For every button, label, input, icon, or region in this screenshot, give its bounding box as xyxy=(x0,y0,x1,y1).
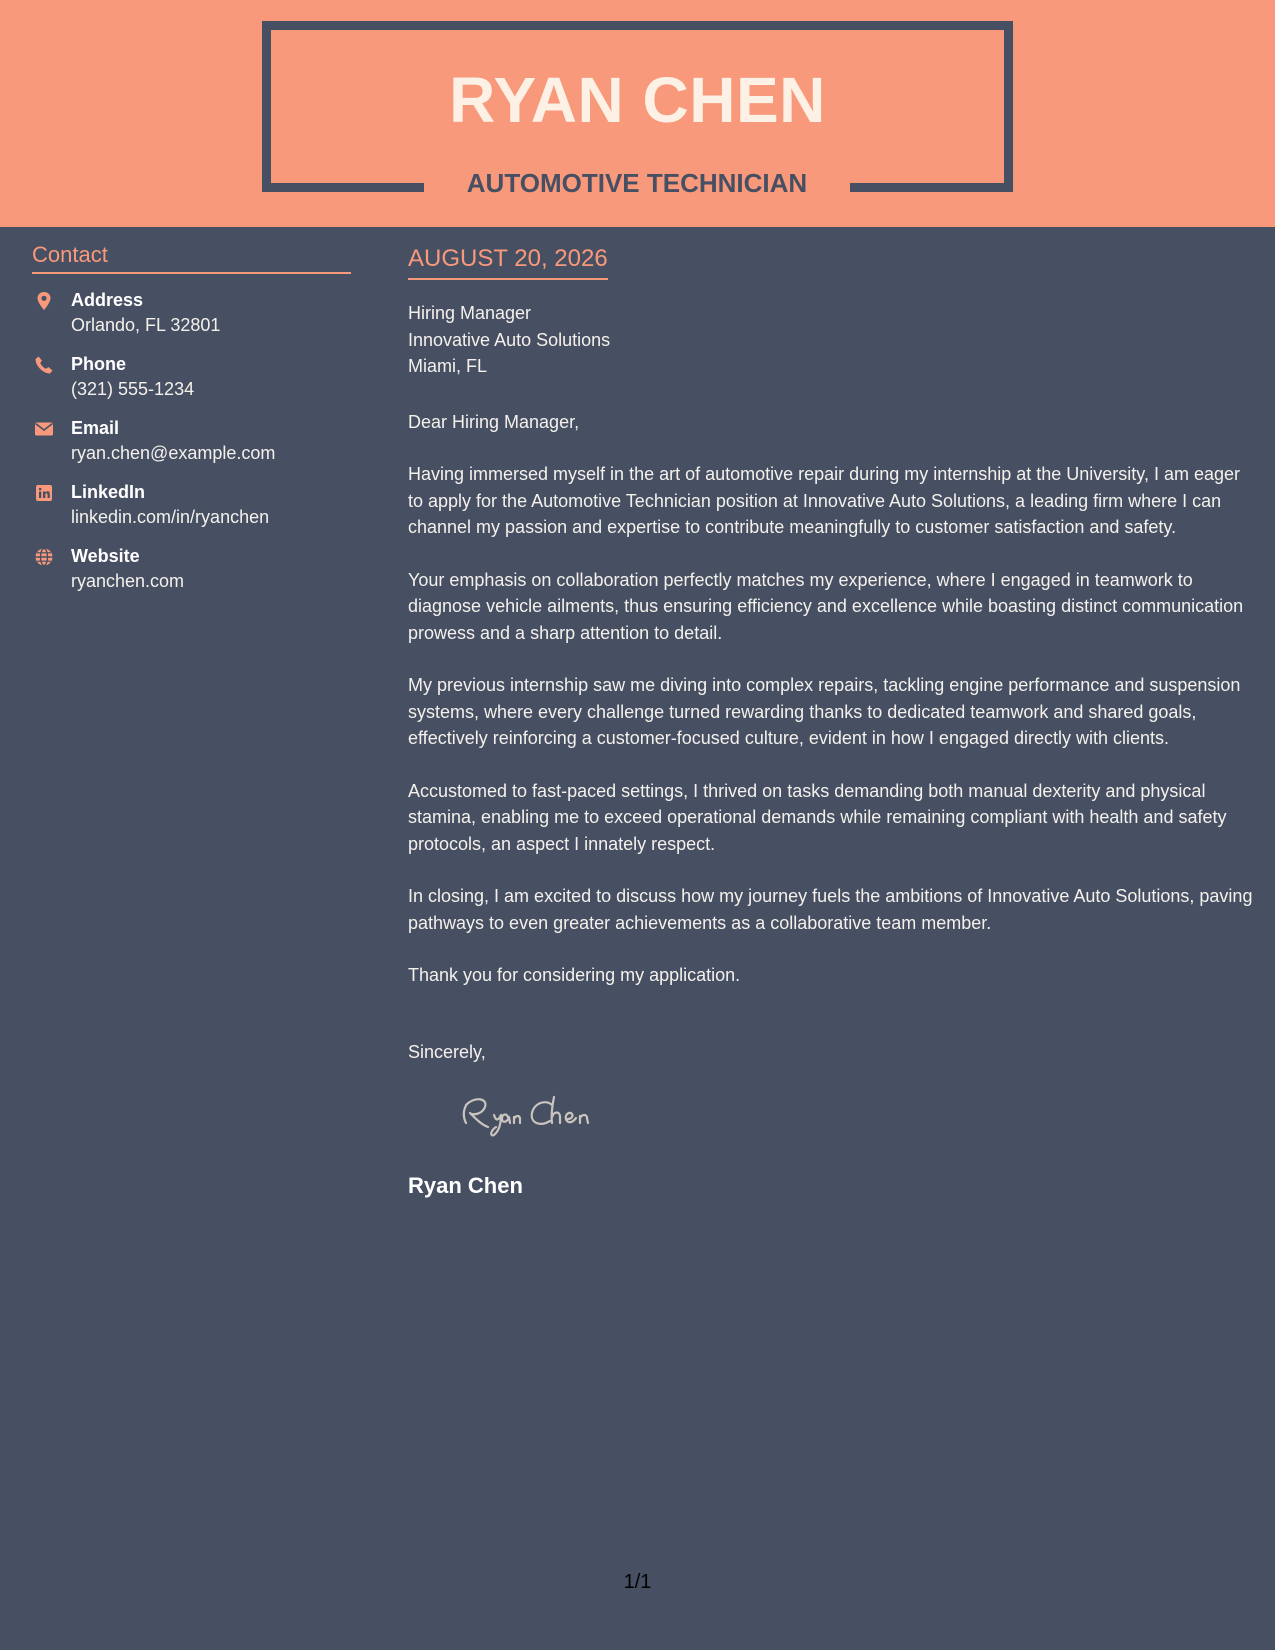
globe-icon xyxy=(34,547,54,567)
paragraph: Accustomed to fast-paced settings, I thrived on tasks demanding both manual dexterity and physical stamina, enabling me to exceed operational demands while remaining compliant with health and safety protocols, an aspect I innately respect. xyxy=(408,780,1227,854)
contact-label: Website xyxy=(71,546,140,566)
paragraph: Having immersed myself in the art of automotive repair during my internship at the University, I am eager to apply for the Automotive Technician position at Innovative Auto Solutions, a leading firm where I can channel my passion and expertise to contribute meaningfully to customer satisfaction and safety. xyxy=(408,464,1241,537)
closing: Sincerely, xyxy=(408,1041,486,1062)
contact-sidebar xyxy=(32,240,351,594)
candidate-name: RYAN CHEN xyxy=(449,64,826,136)
signature-image xyxy=(454,1083,629,1145)
header-band xyxy=(0,0,1275,227)
contact-value[interactable]: linkedin.com/in/ryanchen xyxy=(71,507,270,527)
contact-value: Orlando, FL 32801 xyxy=(71,315,221,335)
contact-address xyxy=(32,288,351,338)
contact-label: LinkedIn xyxy=(71,482,146,502)
contact-heading: Contact xyxy=(32,240,351,274)
recipient-location: Miami, FL xyxy=(408,356,488,376)
job-title: AUTOMOTIVE TECHNICIAN xyxy=(466,168,808,198)
paragraph: Your emphasis on collaboration perfectly matches my experience, where I engaged in teamwork to diagnose vehicle ailments, thus ensuring efficiency and excellence while boasting distinct communication prowess and a sharp attention to detail. xyxy=(408,569,1244,643)
linkedin-icon xyxy=(34,483,54,503)
greeting: Dear Hiring Manager, xyxy=(408,411,580,432)
contact-label: Phone xyxy=(71,354,127,374)
recipient-company: Innovative Auto Solutions xyxy=(408,329,611,350)
envelope-icon xyxy=(34,419,54,439)
paragraph: My previous internship saw me diving into complex repairs, tackling engine performance and suspension systems, where every challenge turned rewarding thanks to dedicated teamwork and shared goals, effectively reinforcing a customer-focused culture, evident in how I engaged directly with clients. xyxy=(408,675,1241,748)
contact-email xyxy=(32,416,351,466)
paragraph: In closing, I am excited to discuss how my journey fuels the ambitions of Innovative Auto Solutions, paving pathways to even greater achievements as a collaborative team member. xyxy=(408,886,1253,933)
contact-value: (321) 555-1234 xyxy=(71,379,195,399)
phone-icon xyxy=(34,355,54,375)
contact-linkedin xyxy=(32,480,351,530)
recipient-name: Hiring Manager xyxy=(408,303,532,323)
contact-label: Email xyxy=(71,418,120,438)
recipient-block xyxy=(408,300,1253,380)
location-pin-icon xyxy=(34,291,54,311)
contact-phone xyxy=(32,352,351,402)
contact-label: Address xyxy=(71,290,144,310)
paragraph: Thank you for considering my application. xyxy=(408,965,741,985)
page-number: 1/1 xyxy=(623,1571,652,1593)
contact-website xyxy=(32,544,351,594)
letter-date: AUGUST 20, 2026 xyxy=(408,242,608,280)
contact-value[interactable]: ryan.chen@example.com xyxy=(71,443,276,463)
contact-value[interactable]: ryanchen.com xyxy=(71,571,185,591)
signer-name: Ryan Chen xyxy=(408,1172,523,1198)
letter-body xyxy=(408,242,1253,1201)
